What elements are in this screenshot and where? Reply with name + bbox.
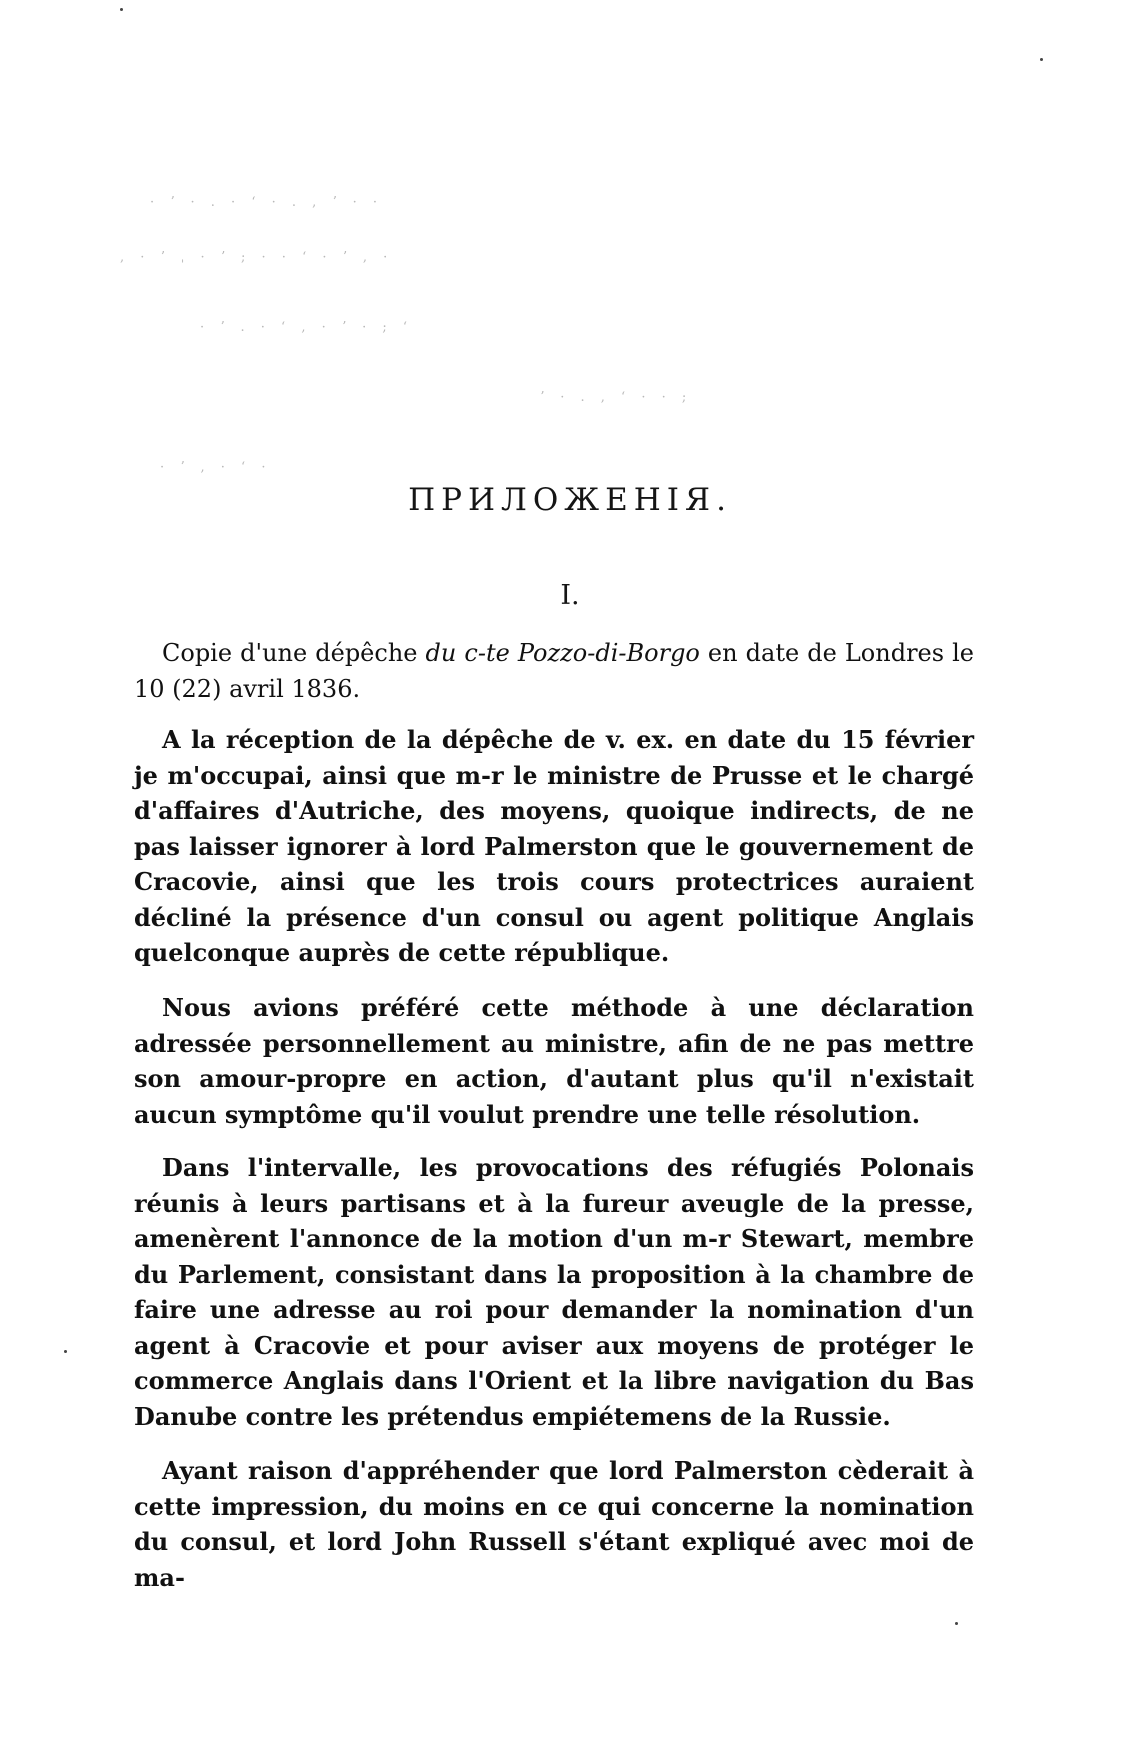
paragraph <box>134 722 974 971</box>
paragraph-text: Nous avions préféré cette méthode à une déclaration adressée personnellement au ministre, afin de ne pas mettre son amour-propre en action, d'autant plus qu'il n'existait aucun symptôme qu'il voulut prendre une telle résolution. <box>134 993 974 1129</box>
document-caption <box>134 636 974 707</box>
bleed-through-marks: , · ʼ ˌ · ʼ ; · · ʻ · ʼ , · <box>120 250 394 265</box>
speck <box>120 8 123 11</box>
paragraph-text: Ayant raison d'appréhender que lord Palmerston cèderait à cette impression, du moins en ce qui concerne la nomination du consul, et lord John Russell s'étant expliqué avec moi de ma- <box>134 1456 974 1592</box>
appendix-heading: ПРИЛОЖЕНІЯ. <box>408 482 732 518</box>
paragraph <box>134 990 974 1132</box>
bleed-through-marks: · ʼ , · ʻ · <box>160 460 272 475</box>
speck <box>1040 58 1043 61</box>
bleed-through-marks: · ʼ . · ʻ , · ʼ · ; ʻ <box>200 320 414 335</box>
bleed-through-marks: ʼ · . , ʻ · · ; <box>540 390 693 405</box>
bleed-through-marks: · ʼ · . · ʻ · . , ʼ · · <box>150 195 384 210</box>
caption-prefix: Copie d'une dépêche <box>162 639 426 667</box>
caption-suffix: en date de Londres le 10 (22) avril 1836. <box>134 639 974 703</box>
speck <box>64 1350 67 1353</box>
speck <box>955 1622 958 1625</box>
paragraph-text: Dans l'intervalle, les provocations des réfugiés Polonais réunis à leurs partisans et à la fureur aveugle de la presse, amenèrent l'annonce de la motion d'un m-r Stewart, membre du Parlement, consistant dans la proposition à la chambre de faire une adresse au roi pour demander la nomination d'un agent à Cracovie et pour aviser aux moyens de protéger le commerce Anglais dans l'Orient et la libre navigation du Bas Danube contre les prétendus empiétemens de la Russie. <box>134 1153 974 1431</box>
paragraph-text: A la réception de la dépêche de v. ex. en date du 15 février je m'occupai, ainsi que m-r le ministre de Prusse et le chargé d'affaires d'Autriche, des moyens, quoique indirects, de ne pas laisser ignorer à lord Palmerston que le gouvernement de Cracovie, ainsi que les trois cours protectrices auraient décliné la présence d'un consul ou agent politique Anglais quelconque auprès de cette république. <box>134 725 974 967</box>
section-number: I. <box>560 580 580 611</box>
paragraph <box>134 1150 974 1434</box>
caption-title: du c-te Pozzo-di-Borgo <box>425 639 700 667</box>
paragraph <box>134 1453 974 1595</box>
